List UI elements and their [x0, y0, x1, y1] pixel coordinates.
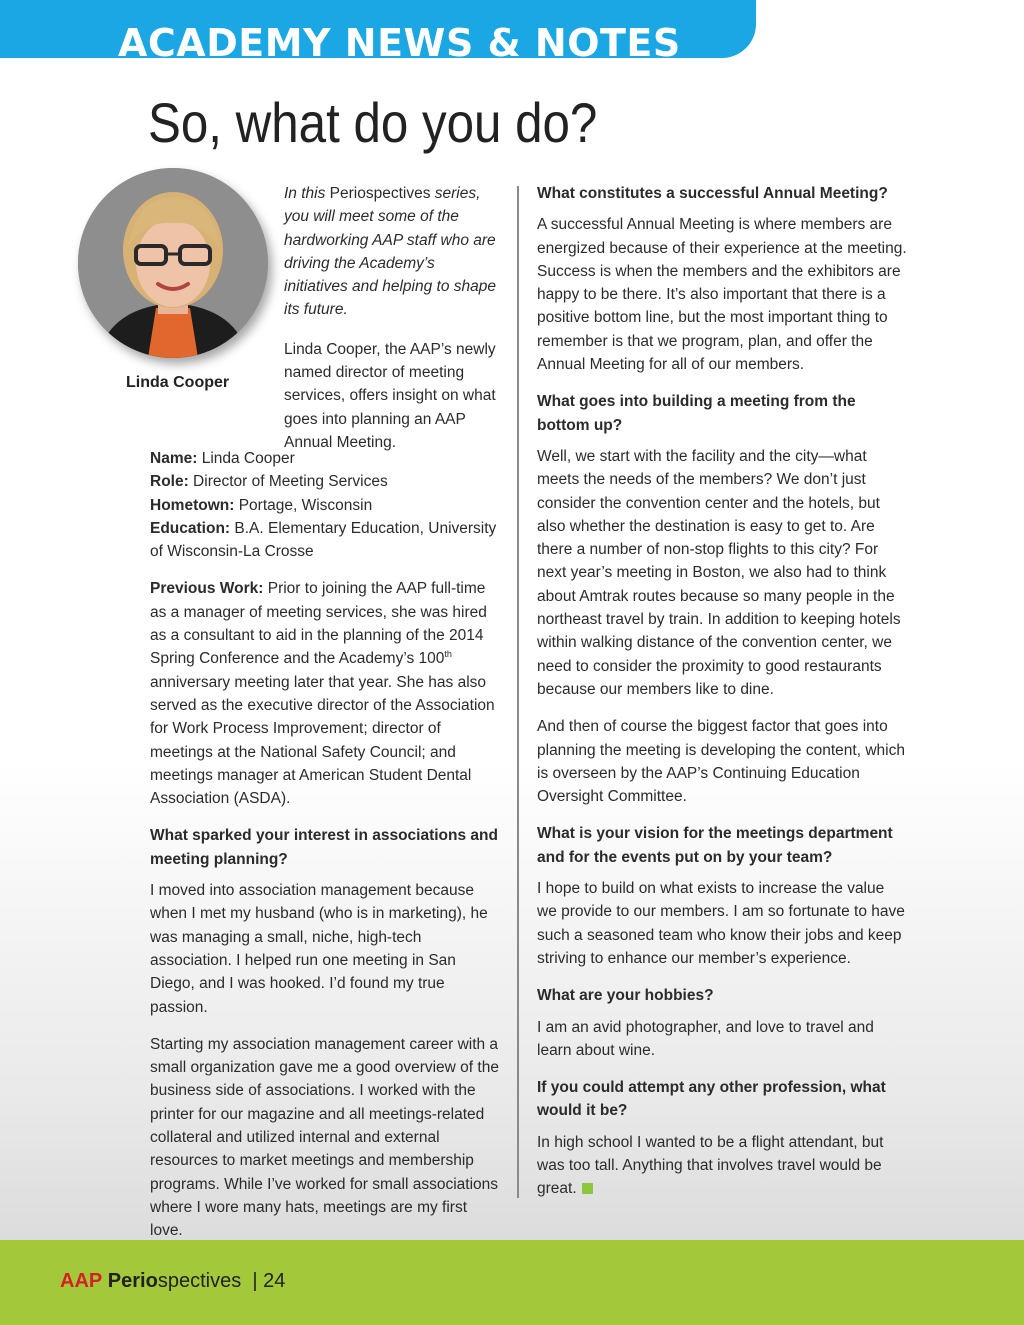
- intro-series-note: [284, 182, 502, 322]
- answer: Starting my association management career with a small organization gave me a good overview of the business side of associations. I worked with the printer for our magazine and all meetings-related collateral and utilized internal and external resources to market meetings and membership programs. While I’ve worked for small associations where I wore many hats, meetings are my first love.: [150, 1035, 499, 1240]
- page-footer: [0, 1240, 1024, 1325]
- article-headline: So, what do you do?: [148, 91, 598, 154]
- page-number: 24: [263, 1270, 286, 1292]
- column-divider: [517, 186, 519, 1198]
- fact-value: Portage, Wisconsin: [234, 496, 373, 514]
- photo-caption: Linda Cooper: [126, 374, 230, 391]
- fact-value: B.A. Elementary Education, University of Wisconsin-La Crosse: [150, 519, 497, 561]
- fact-value: Director of Meeting Services: [188, 473, 388, 491]
- answer: And then of course the biggest factor that goes into planning the meeting is developing the content, which is overseen by the AAP’s Continuing Education Oversight Committee.: [537, 718, 905, 806]
- profile-facts: [150, 447, 502, 563]
- question: What constitutes a successful Annual Meeting?: [537, 185, 888, 202]
- brand-aap: AAP: [60, 1270, 103, 1292]
- intro-italic-post: series, you will meet some of the hardworking AAP staff who are driving the Academy’s initiatives and helping to shape its future.: [284, 185, 496, 319]
- footer-brand: [60, 1270, 285, 1293]
- answer: I am an avid photographer, and love to travel and learn about wine.: [537, 1018, 874, 1059]
- portrait-photo: [78, 168, 268, 358]
- publication-name: Periospectives: [329, 185, 431, 202]
- previous-work: [150, 577, 502, 810]
- fact-name: [150, 447, 502, 470]
- question: What are your hobbies?: [537, 987, 714, 1005]
- fact-label: Name:: [150, 450, 198, 467]
- section-title: ACADEMY NEWS & NOTES: [118, 21, 681, 58]
- fact-label: Hometown:: [150, 496, 235, 514]
- fact-hometown: [150, 494, 502, 517]
- answer: I moved into association management because when I met my husband (who is in marketing), he was managing a small, niche, high-tech association. I helped run one meeting in San Diego, and I was hooked. I’d found my true passion.: [150, 882, 488, 1016]
- right-column: [537, 182, 907, 1215]
- intro-italic-pre: In this: [284, 185, 330, 202]
- previous-work-text-cont: anniversary meeting later that year. She has also served as the executive director of the Association for Work Process Improvement; director of meetings at the National Safety Council; and meetings manager at American Student Dental Association (ASDA).: [150, 673, 495, 808]
- intro-lead: Linda Cooper, the AAP’s newly named director of meeting services, offers insight on what goes into planning an AAP Annual Meeting.: [284, 340, 496, 451]
- answer: I hope to build on what exists to increase the value we provide to our members. I am so fortunate to have such a seasoned team who know their jobs and keep striving to enhance our member’s experience.: [537, 880, 905, 967]
- portrait-illustration: [78, 168, 268, 358]
- question: What goes into building a meeting from the bottom up?: [537, 393, 856, 434]
- final-answer: [537, 1131, 907, 1201]
- fact-value: Linda Cooper: [197, 450, 295, 467]
- question: What sparked your interest in associations and meeting planning?: [150, 827, 498, 868]
- fact-label: Role:: [150, 473, 189, 491]
- previous-work-label: Previous Work:: [150, 580, 264, 598]
- article-intro: [284, 182, 502, 454]
- fact-education: [150, 517, 502, 564]
- fact-label: Education:: [150, 519, 231, 537]
- ordinal-suffix: th: [444, 649, 452, 660]
- footer-separator: |: [246, 1270, 258, 1292]
- answer: A successful Annual Meeting is where members are energized because of their experience at the meeting. Success is when the members and the exhibitors are happy to be there. It’s also important that there is a positive bottom line, but the most important thing to remember is that we program, plan, and offer the Annual Meeting for all of our members.: [537, 216, 907, 374]
- left-column: [150, 447, 502, 1257]
- section-header-band: [0, 0, 756, 58]
- answer-text: In high school I wanted to be a flight attendant, but was too tall. Anything that involves travel would be great.: [537, 1133, 884, 1198]
- question: What is your vision for the meetings department and for the events put on by your team?: [537, 825, 893, 866]
- question: If you could attempt any other profession, what would it be?: [537, 1079, 886, 1120]
- brand-perio: Perio: [107, 1270, 158, 1292]
- end-mark-icon: [582, 1183, 593, 1194]
- answer: Well, we start with the facility and the city—what meets the needs of the members? We don’t just consider the convention center and the hotels, but also whether the destination is easy to get to. Are there a number of non-stop flights to this city? For next year’s meeting in Boston, we also had to think about Amtrak routes because so many people in the northeast travel by train. In addition to keeping hotels within walking distance of the convention center, we need to consider the proximity to good restaurants because our members like to dine.: [537, 447, 901, 698]
- brand-rest: spectives: [157, 1270, 242, 1292]
- previous-work-text: Prior to joining the AAP full-time as a manager of meeting services, she was hired as a consultant to aid in the planning of the 2014 Spring Conference and the Academy’s 100: [150, 580, 487, 668]
- fact-role: [150, 470, 502, 493]
